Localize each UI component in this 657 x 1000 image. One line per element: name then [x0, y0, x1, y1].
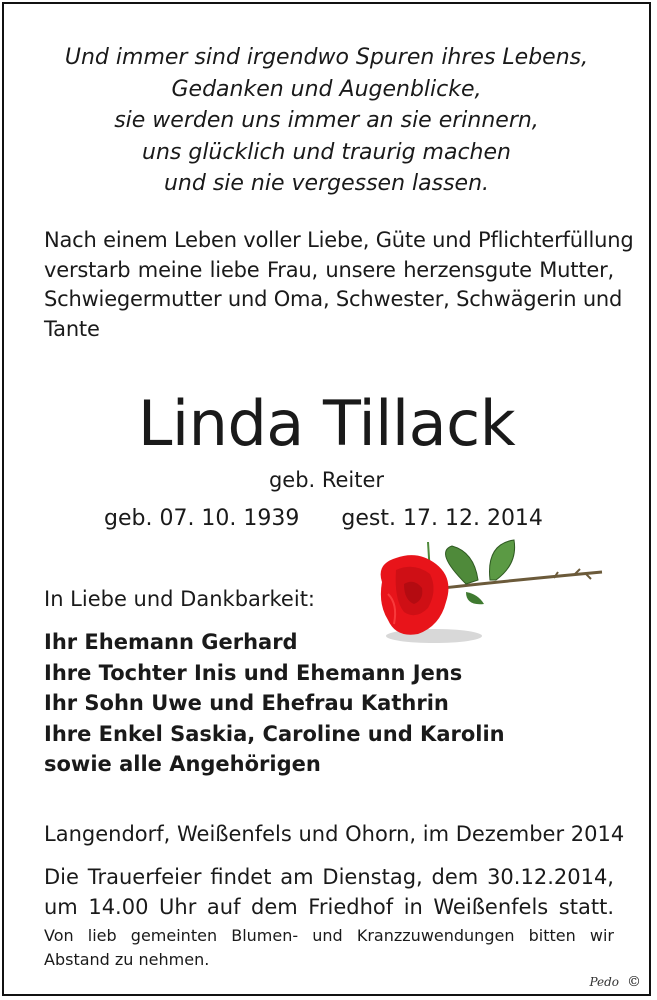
poem — [4, 42, 649, 200]
flowers-line: Abstand zu nehmen. — [44, 950, 210, 969]
list-item: Ihr Ehemann Gerhard — [44, 630, 298, 654]
poem-line: uns glücklich und traurig machen — [142, 139, 511, 165]
list-item: Ihre Enkel Saskia, Caroline und Karolin — [44, 721, 505, 746]
flowers-note — [44, 924, 614, 972]
poem-line: Und immer sind irgendwo Spuren ihres Lebens, — [64, 45, 589, 70]
life-dates — [104, 504, 543, 534]
list-item: Ihr Sohn Uwe und Ehefrau Kathrin — [44, 691, 449, 715]
maiden-name: geb. Reiter — [268, 468, 385, 492]
intro-text — [44, 226, 634, 344]
intro-line: Nach einem Leben voller Liebe, Güte und Pflichterfüllung — [44, 228, 634, 252]
birth-date: geb. 07. 10. 1939 — [104, 506, 300, 531]
funeral-line: um 14.00 Uhr auf dem Friedhof in Weißenfels statt. — [44, 895, 614, 919]
poem-line: Gedanken und Augenblicke, — [171, 76, 482, 102]
place-and-date: Langendorf, Weißenfels und Ohorn, im Dezember 2014 — [44, 822, 625, 846]
funeral-info — [44, 862, 614, 922]
intro-line: verstarb meine liebe Frau, unsere herzensgute Mutter, — [44, 257, 614, 282]
poem-line: sie werden uns immer an sie erinnern, — [114, 108, 539, 133]
dedication: In Liebe und Dankbarkeit: — [44, 587, 316, 611]
list-item: sowie alle Angehörigen — [44, 752, 321, 776]
artist-signature: Pedo — [589, 975, 619, 989]
list-item: Ihre Tochter Inis und Ehemann Jens — [44, 660, 463, 685]
poem-line: und sie nie vergessen lassen. — [163, 171, 489, 196]
obituary-card — [2, 2, 651, 996]
death-date: gest. 17. 12. 2014 — [341, 506, 543, 531]
copyright-icon: © — [627, 974, 641, 990]
flowers-line: Von lieb gemeinten Blumen- und Kranzzuwendungen bitten wir — [44, 926, 614, 945]
intro-line: Tante — [44, 316, 100, 341]
signature — [589, 974, 641, 990]
funeral-line: Die Trauerfeier findet am Dienstag, dem 30.12.2014, — [44, 865, 614, 889]
family-list — [44, 627, 505, 780]
deceased-name: Linda Tillack — [137, 387, 516, 460]
intro-line: Schwiegermutter und Oma, Schwester, Schwägerin und — [44, 287, 623, 311]
